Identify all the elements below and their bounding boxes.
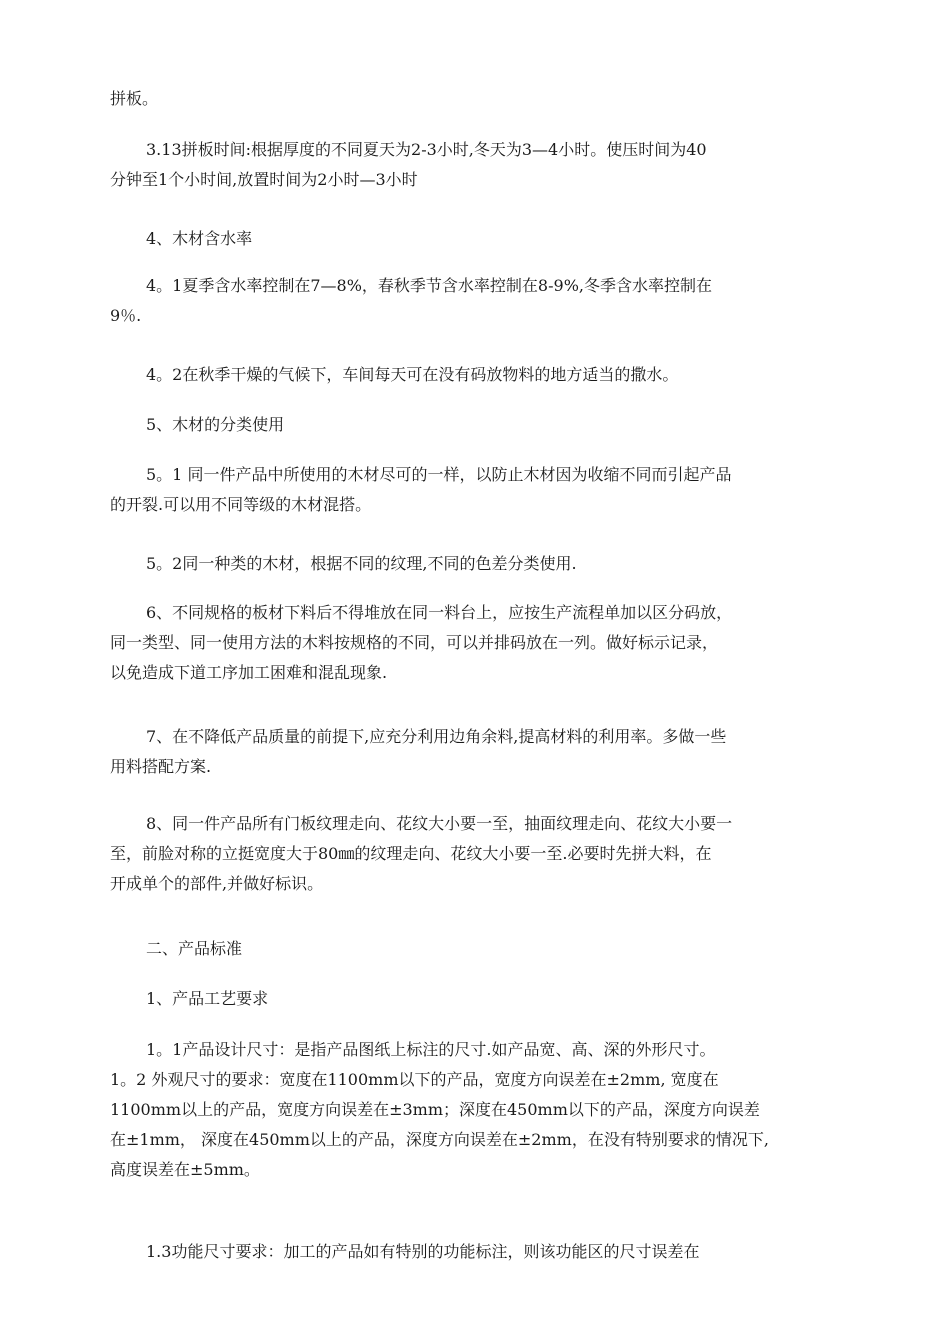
text-line: 拼板。 bbox=[110, 89, 159, 108]
paragraph-continuation bbox=[110, 84, 850, 114]
text-line: 的开裂.可以用不同等级的木材混搭。 bbox=[110, 495, 372, 514]
paragraph-5-2 bbox=[110, 549, 850, 579]
text-line: 1100mm以上的产品，宽度方向误差在±3mm；深度在450mm以下的产品，深度方向误差 bbox=[110, 1100, 760, 1119]
paragraph-7 bbox=[110, 722, 850, 782]
text-line: 3.13拼板时间:根据厚度的不同夏天为2-3小时,冬天为3—4小时。使压时间为40 bbox=[146, 140, 707, 159]
text-line: 分钟至1个小时间,放置时间为2小时—3小时 bbox=[110, 170, 418, 189]
chapter-heading-2 bbox=[110, 934, 850, 964]
text-line: 1。2 外观尺寸的要求：宽度在1100mm以下的产品，宽度方向误差在±2mm, 宽度在 bbox=[110, 1070, 719, 1089]
text-line: 4。1夏季含水率控制在7—8%，春秋季节含水率控制在8-9%,冬季含水率控制在 bbox=[146, 276, 712, 295]
text-line: 6、不同规格的板材下料后不得堆放在同一料台上，应按生产流程单加以区分码放， bbox=[146, 603, 733, 622]
paragraph-1-3 bbox=[110, 1237, 850, 1267]
text-line: 同一类型、同一使用方法的木料按规格的不同，可以并排码放在一列。做好标示记录， bbox=[110, 633, 719, 652]
paragraph-1-1-1-2 bbox=[110, 1035, 850, 1185]
text-line: 开成单个的部件,并做好标识。 bbox=[110, 874, 324, 893]
text-line: 5、木材的分类使用 bbox=[146, 415, 285, 434]
text-line: 1。1产品设计尺寸：是指产品图纸上标注的尺寸.如产品宽、高、深的外形尺寸。 bbox=[146, 1040, 716, 1059]
text-line: 高度误差在±5mm。 bbox=[110, 1160, 260, 1179]
text-line: 5。2同一种类的木材，根据不同的纹理,不同的色差分类使用. bbox=[146, 554, 577, 573]
text-line: 8、同一件产品所有门板纹理走向、花纹大小要一至，抽面纹理走向、花纹大小要一 bbox=[146, 814, 733, 833]
text-line: 以免造成下道工序加工困难和混乱现象. bbox=[110, 663, 388, 682]
section-heading-5 bbox=[110, 410, 850, 440]
section-heading-1 bbox=[110, 984, 850, 1014]
text-line: 在±1mm， 深度在450mm以上的产品，深度方向误差在±2mm，在没有特别要求的情况下, bbox=[110, 1130, 769, 1149]
text-line: 4、木材含水率 bbox=[146, 229, 253, 248]
text-line: 用料搭配方案. bbox=[110, 757, 212, 776]
text-line: 1、产品工艺要求 bbox=[146, 989, 269, 1008]
section-heading-4 bbox=[110, 224, 850, 254]
text-line: 7、在不降低产品质量的前提下,应充分利用边角余料,提高材料的利用率。多做一些 bbox=[146, 727, 727, 746]
paragraph-4-2 bbox=[110, 360, 850, 390]
paragraph-6 bbox=[110, 598, 850, 688]
text-line: 至，前脸对称的立挺宽度大于80㎜的纹理走向、花纹大小要一至.必要时先拼大料，在 bbox=[110, 844, 712, 863]
text-line: 二、产品标准 bbox=[146, 939, 243, 958]
text-line: 1.3功能尺寸要求：加工的产品如有特别的功能标注，则该功能区的尺寸误差在 bbox=[146, 1242, 700, 1261]
text-line: 5。1 同一件产品中所使用的木材尽可的一样，以防止木材因为收缩不同而引起产品 bbox=[146, 465, 732, 484]
paragraph-4-1 bbox=[110, 271, 850, 331]
text-line: 4。2在秋季干燥的气候下，车间每天可在没有码放物料的地方适当的撒水。 bbox=[146, 365, 679, 384]
paragraph-8 bbox=[110, 809, 850, 899]
paragraph-5-1 bbox=[110, 460, 850, 520]
text-line: 9％. bbox=[110, 306, 142, 325]
paragraph-3-13 bbox=[110, 135, 850, 195]
